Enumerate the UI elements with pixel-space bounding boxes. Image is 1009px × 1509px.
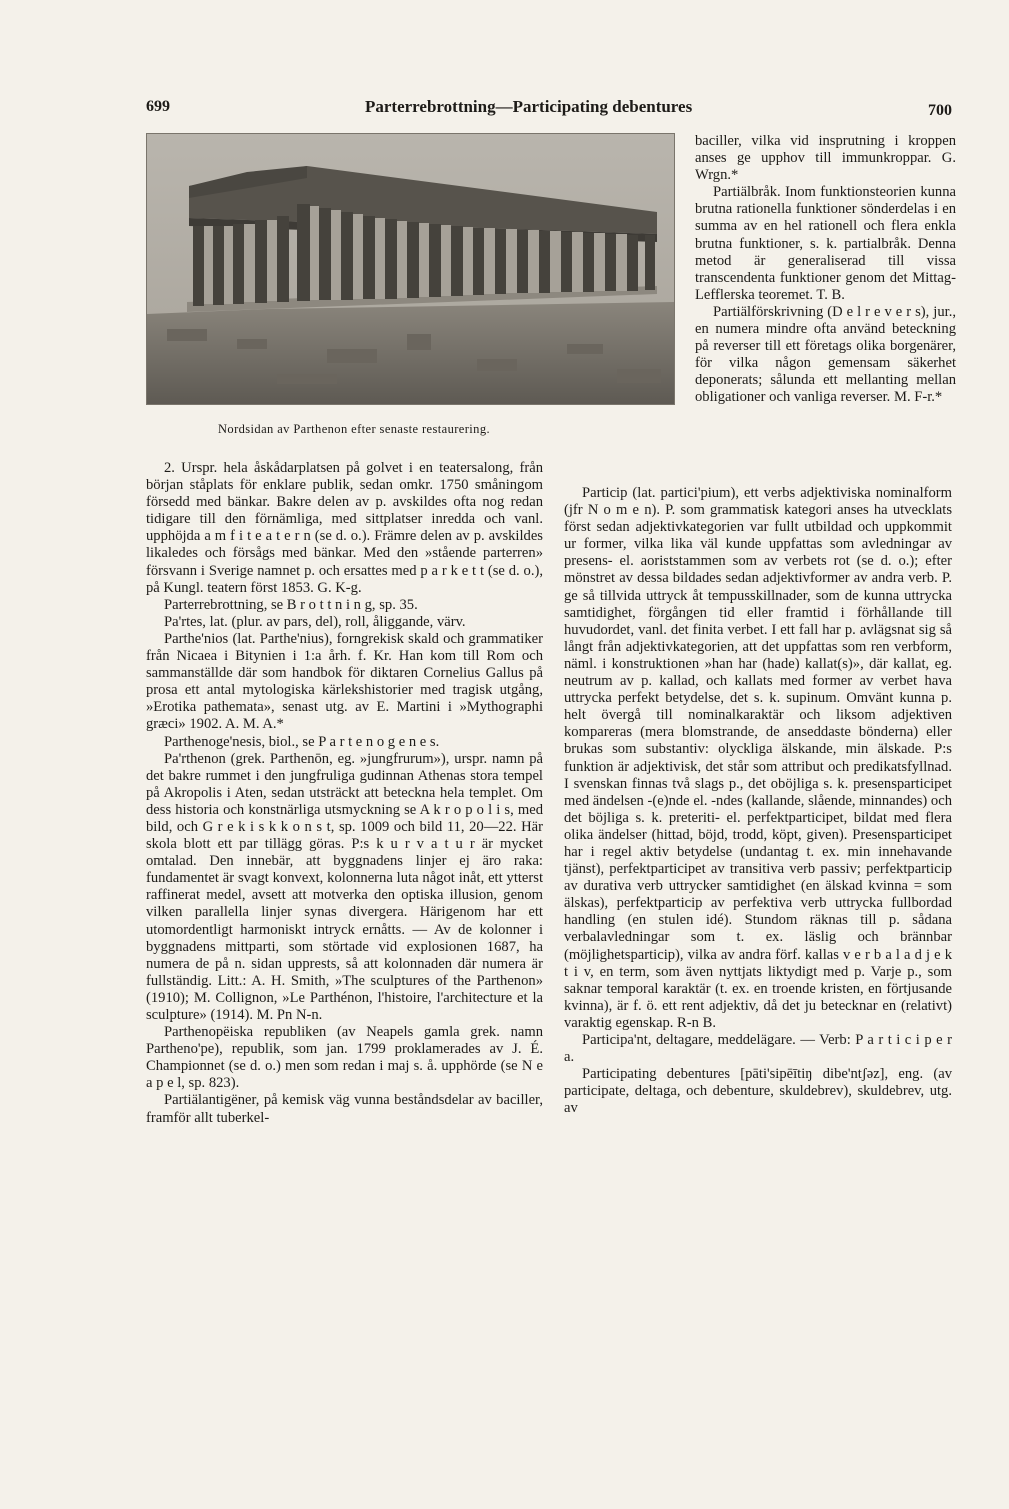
entry-partialantigener: Partiälantigëner, på kemisk väg vunna beståndsdelar av baciller, framför allt tuberkel-: [146, 1092, 543, 1126]
entry-partialforskrivning: Partiälförskrivning (D e l r e v e r s), jur., en numera mindre ofta använd beteckning på reverser till ett företags olika borgenärer, för vilka någon gemensam säkerhet deponerats; sålunda ett mellanting mellan obligationer och vanliga reverser. M. F-r.*: [695, 303, 956, 406]
figure-caption: Nordsidan av Parthenon efter senaste restaurering.: [218, 422, 490, 436]
entry-parthenopeiska: Parthenopëiska republiken (av Neapels gamla grek. namn Partheno'pe), republik, som jan. 1799 proklamerades av J. É. Championnet (se d. o.) men som redan i maj s. å. upphörde (se N e a p e l, sp. 823).: [146, 1024, 543, 1092]
entry-parthenios: Parthe'nios (lat. Parthe'nius), forngrekisk skald och grammatiker från Nicaea i Bitynien i 1:a årh. f. Kr. Han kom till Rom och sammanställde där som handbok för diktaren Cornelius Gallus på prosa ett antal mytologiska kärlekshistorier med tragisk utgång, »Erotika pathemata», senast utg. av E. Martini i »Mythographi græci» 1902. A. M. A.*: [146, 630, 543, 733]
entry-partialbrak: Partiälbråk. Inom funktionsteorien kunna brutna rationella funktioner sönderdelas i en summa av en hel rationell och flera enkla brutna funktioner, s. k. partialbråk. Denna metod är generaliserad till vissa transcendenta funktioner genom det Mittag-Lefflerska teoremet. T. B.: [695, 184, 956, 303]
right-column-top: [695, 133, 956, 407]
page-number-right: 700: [928, 102, 952, 119]
right-column: [564, 485, 952, 1117]
page-header-title: Parterrebrottning—Participating debentures: [365, 97, 693, 116]
entry-parterrebrottning: Parterrebrottning, se B r o t t n i n g, sp. 35.: [164, 596, 418, 613]
entry-parterre: 2. Urspr. hela åskådarplatsen på golvet i en teatersalong, från början ståplats för enklare publik, sedan omkr. 1750 småningom försedd med bänkar. Bakre delen av p. avskildes ofta nog redan tidigare till den förnämliga, med sittplatser inredda och vanl. upphöjda a m f i t e a t e r n (se d. o.). Främre delen av p. avskildes likaledes och försågs med bänkar. Med den »stående parterren» försvann i Sverige namnet p. och ersattes med p a r k e t t (se d. o.), på Kungl. teatern först 1853. G. K-g.: [146, 460, 543, 596]
entry-partes: Pa'rtes, lat. (plur. av pars, del), roll, åliggande, värv.: [164, 613, 466, 630]
parthenon-photo: [146, 133, 675, 405]
left-column: [146, 460, 543, 1127]
page-number-left: 699: [146, 98, 170, 115]
entry-participant: Participa'nt, deltagare, meddelägare. — Verb: P a r t i c i p e r a.: [564, 1032, 952, 1066]
entry-parthenon: Pa'rthenon (grek. Parthenōn, eg. »jungfrurum»), urspr. namn på det bakre rummet i den jungfruliga gudinnan Athenas stora tempel på Akropolis i Aten, sedan utsträckt att beteckna hela templet. Om dess historia och konstnärliga utsmyckning se A k r o p o l i s, med bild, och G r e k i s k k o n s t, sp. 1009 och bild 11, 20—22. Här skola blott ett par tillägg göras. P:s k u r v a t u r är mycket omtalad. Den innebär, att byggnadens linjer ej äro raka: fundamentet är svagt konvext, kolonnerna luta något inåt, ett ytterst raffinerat medel, avsett att motverka den optiska illusion, genom vilken parallella linjer synas divergera. Härigenom har ett utomordentligt harmoniskt intryck ernåtts. — Av de kolonner i byggnadens mittparti, som störtade vid explosionen 1687, ha numera de på n. sidan upprests, så att kolonnaden där numera är fullständig. Litt.: A. H. Smith, »The sculptures of the Parthenon» (1910); M. Collignon, »Le Parthénon, l'histoire, l'architecture et la sculpture» (1914). M. Pn N-n.: [146, 750, 543, 1023]
entry-parthenogenesis: Parthenoge'nesis, biol., se P a r t e n o g e n e s.: [164, 733, 440, 750]
entry-particip: Particip (lat. partici'pium), ett verbs adjektiviska nominalform (jfr N o m e n). P. som grammatisk kategori anses ha utvecklats först sedan adjektivkategorien var fullt utbildad och uppkommit ur former, vilka lika väl kunde uppfattas som avledningar av presens- el. aoriststammen som av verbets rot (se d. o.); efter mönstret av dessa bildades sedan adjektivformer av andra verb. P. ge så tillvida uttryck åt tempusskillnader, som de kunna uttrycka samtidighet, förgången tid eller framtid i förhållande till huvudordet, vanl. det finita verbet. I ett fall har p. avlägsnat sig så långt från adjektivkategorien, att det uppfattas som ren verbform, näml. i konstruktionen »han har (hade) kallat(s)», där kallat, eg. neutrum av p. kallad, och kallats med former av verbet hava uttrycka perfekt betydelse, det s. k. supinum. Omvänt kunna p. helt övergå till nominalkaraktär och liksom adjektiven kompareras (mera blomstrande, de anseddaste bönderna) eller brukas som substantiv: olyckliga älskande, min älskade. P:s funktion är adjektivisk, det står som attribut och predikatsfyllnad. I svenskan finnas två slags p., det oböjliga s. k. presensparticipet med ändelsen -(e)nde el. -ndes (kallande, slående, minnandes) och det böjliga s. k. preteriti- el. perfektparticipet, bildat med flera olika ändelser (hittad, böjd, trodd, köpt, given). Presensparticipet har i regel aktiv betydelse (undantag t. ex. min innehavande tjänst), perfektparticipet av transitiva verb passiv; perfektparticip av durativa verb uttrycker samtidighet (en älskad kvinna = som älskas), perfektparticip av perfektiva verb uttrycka fullbordad handling (en stulen idé). Stundom räknas till p. sådana verbalavledningar som t. ex. läslig och brännbar (möjlighetsparticip), vilka av andra förf. kallas v e r b a l a d j e k t i v, en term, som även nyttjats liktydigt med p. Varje p., som saknar temporal karaktär (t. ex. en troende kristen, en förtjusande kvinna), är f. ö. ett rent adjektiv, då det ju betecknar en (relativt) varaktig egenskap. R-n B.: [564, 485, 952, 1031]
parthenon-illustration: [147, 134, 674, 404]
entry-participating-debentures: Participating debentures [pāti'sipēītiŋ dibe'ntʃəz], eng. (av participate, deltaga, och debenture, skuldebrev), skuldebrev, utg. av: [564, 1066, 952, 1117]
entry-text: baciller, vilka vid insprutning i kroppen anses ge upphov till immunkroppar. G. Wrgn.*: [695, 133, 956, 184]
